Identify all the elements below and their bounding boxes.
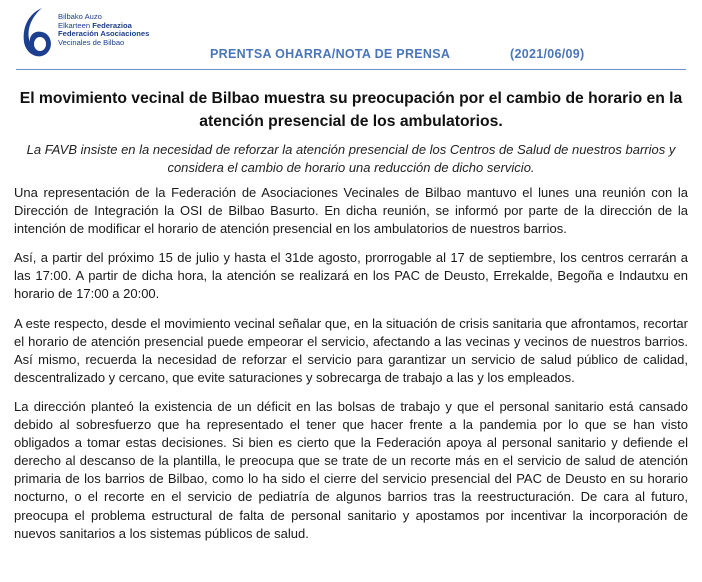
- header-divider: [16, 69, 686, 70]
- article-subheadline: La FAVB insiste en la necesidad de reforzar la atención presencial de los Centros de Salud de nuestros barrios y considera el cambio de horario una reducción de dicho servicio.: [26, 142, 676, 175]
- paragraph-4: La dirección planteó la existencia de un déficit en las bolsas de trabajo y que el personal sanitario está cansado debido al sobresfuerzo que ha representado el tener que hacer frente a la pandemia por lo que se han visto obligados a tomar estas decisiones. Si bien es cierto que la Federación apoya al personal sanitario y defiende el derecho al descanso de la plantilla, le preocupa que se trate de un recorte más en el servicio de salud de atención primaria de los barrios de Bilbao, como lo ha sido el cierre del servicio presencial del PAC de Deusto en su horario nocturno, o el recorte en el servicio de pediatría de algunos barrios tras la reestructuración. De cara al futuro, preocupa el problema estructural de falta de personal sanitario y apostamos por incentivar la incorporación de nuevos sanitarios a los sistemas públicos de salud.: [14, 398, 688, 541]
- article-body: [14, 87, 688, 554]
- org-name-line-3: Federación Asociaciones: [58, 29, 150, 39]
- org-name-line-2: Elkarteen Federazioa: [58, 20, 132, 30]
- paragraph-2: Así, a partir del próximo 15 de julio y hasta el 31de agosto, prorrogable al 17 de septiembre, los centros cerrarán a las 17:00. A partir de dicha hora, la atención se realizará en los PAC de Deusto, Errekalde, Begoña e Indautxu en horario de 17:00 a 20:00.: [14, 250, 688, 302]
- organization-name: [58, 13, 149, 47]
- press-release-label: PRENTSA OHARRA/NOTA DE PRENSA: [210, 47, 451, 61]
- paragraph-1: Una representación de la Federación de Asociaciones Vecinales de Bilbao mantuvo el lunes una reunión con la Dirección de Integración la OSI de Bilbao Basurto. En dicha reunión, se informó por parte de la dirección de la intención de modificar el horario de atención presencial en los ambulatorios de nuestros barrios.: [14, 185, 688, 237]
- org-name-line-1: Bilbako Auzo: [58, 12, 102, 21]
- paragraph-3: A este respecto, desde el movimiento vecinal señalar que, en la situación de crisis sanitaria que afrontamos, recortar el horario de atención presencial puede empeorar el servicio, afectando a las vecinas y vecinos de nuestros barrios. Así mismo, recuerda la necesidad de reforzar el servicio para garantizar un servicio de salud público de calidad, descentralizado y cercano, que evite saturaciones y sobrecarga de trabajo a las y los empleados.: [14, 315, 688, 385]
- federation-logo-icon: [16, 6, 56, 60]
- org-name-line-4: Vecinales de Bilbao: [58, 37, 125, 47]
- press-release-date: (2021/06/09): [510, 47, 585, 61]
- article-headline: El movimiento vecinal de Bilbao muestra su preocupación por el cambio de horario en la atención presencial de los ambulatorios.: [19, 90, 683, 130]
- letterhead: [0, 0, 702, 72]
